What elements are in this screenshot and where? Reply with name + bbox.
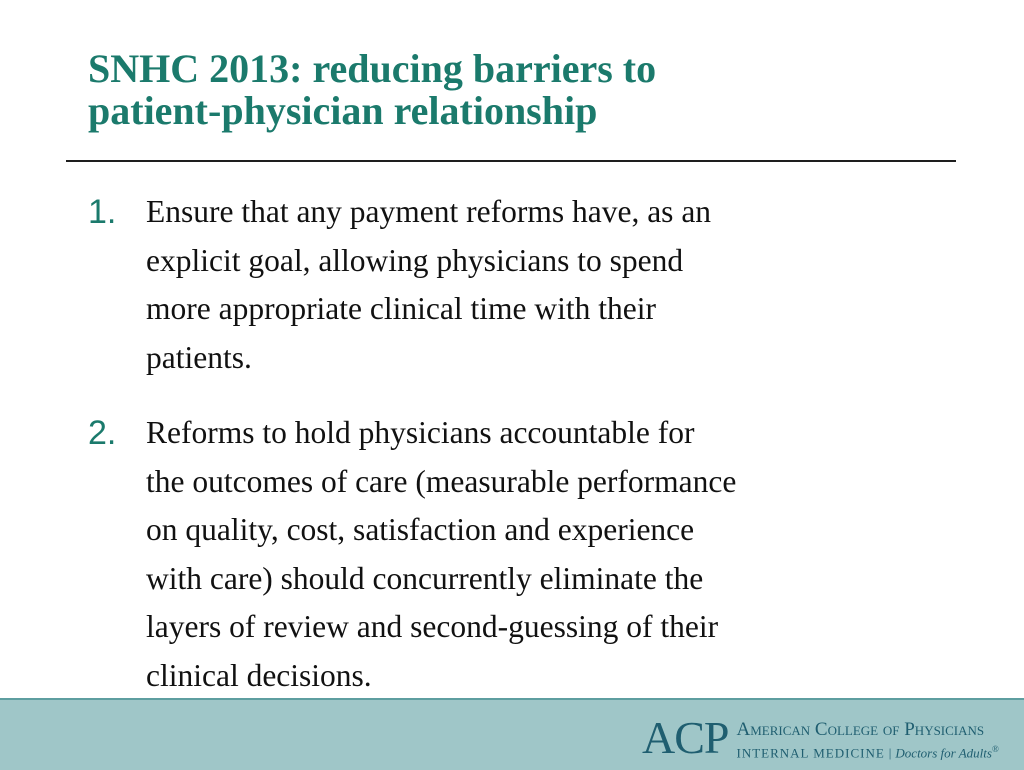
list-item-line: patients. <box>146 339 252 375</box>
list-item-number: 2. <box>88 414 117 452</box>
logo-organization-name: American College of Physicians <box>736 719 985 740</box>
list-item-line: with care) should concurrently eliminate the <box>146 560 704 596</box>
list-item-line: layers of review and second-guessing of their <box>146 609 719 644</box>
slide-title-line-2: patient-physician relationship <box>88 88 598 133</box>
logo-tagline-left: INTERNAL MEDICINE <box>736 745 885 761</box>
list-item-line: explicit goal, allowing physicians to spend <box>146 242 684 278</box>
list-item-line: the outcomes of care (measurable performance <box>146 463 737 499</box>
acp-logo <box>642 714 999 762</box>
title-divider <box>66 160 956 162</box>
logo-acronym: ACP <box>642 712 729 763</box>
logo-separator: | <box>888 745 892 761</box>
list-item-text <box>146 409 966 700</box>
slide-title-line-1: SNHC 2013: reducing barriers to <box>88 46 657 91</box>
registered-mark: ® <box>991 744 999 754</box>
slide-title <box>88 48 968 132</box>
list-item-line: Ensure that any payment reforms have, as an <box>146 194 712 229</box>
footer-band <box>0 698 1024 770</box>
list-item-number: 1. <box>88 193 117 231</box>
list-item-line: more appropriate clinical time with their <box>146 291 656 326</box>
list-item-line: on quality, cost, satisfaction and experience <box>146 512 695 547</box>
logo-tagline <box>736 741 998 761</box>
list-item-line: Reforms to hold physicians accountable for <box>146 415 695 450</box>
list-item-line: clinical decisions. <box>146 657 372 693</box>
logo-tagline-right: Doctors for Adults <box>895 745 992 761</box>
list-item-text <box>146 188 966 382</box>
logo-text <box>736 714 998 761</box>
